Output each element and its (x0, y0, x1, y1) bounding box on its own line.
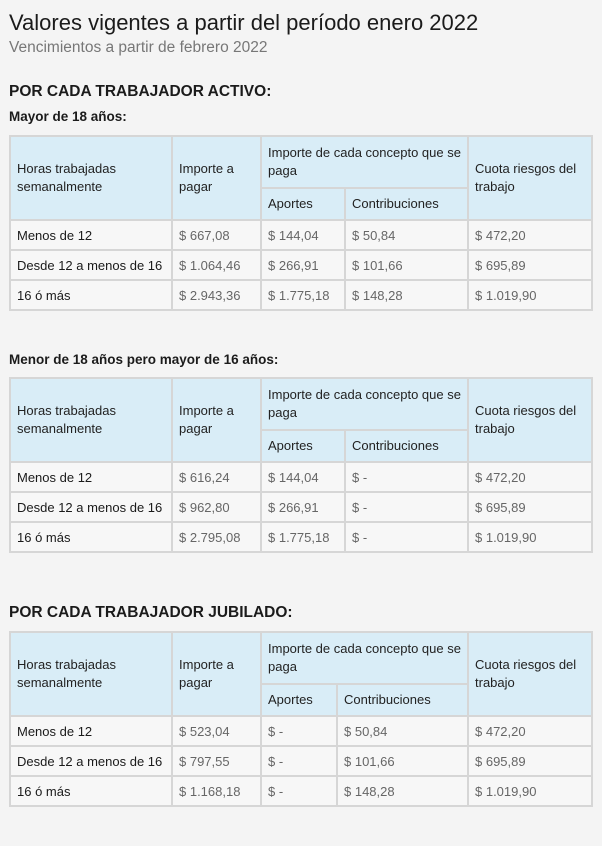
cell-contribuciones: $ - (345, 492, 468, 522)
cell-cuota: $ 1.019,90 (468, 522, 592, 552)
table-row (10, 280, 592, 310)
cell-importe: $ 797,55 (172, 746, 261, 776)
cell-aportes: $ 144,04 (261, 462, 345, 492)
table-row (10, 462, 592, 492)
section-title-jubilado: POR CADA TRABAJADOR JUBILADO: (9, 604, 293, 621)
header-contribuciones: Contribuciones (345, 188, 468, 220)
cell-horas: 16 ó más (10, 776, 172, 806)
cell-aportes: $ - (261, 746, 337, 776)
cell-importe: $ 962,80 (172, 492, 261, 522)
table-row (10, 492, 592, 522)
header-importe: Importe a pagar (172, 378, 261, 462)
cell-horas: Menos de 12 (10, 716, 172, 746)
cell-importe: $ 2.795,08 (172, 522, 261, 552)
table-activo-menor-18 (9, 377, 593, 553)
header-horas: Horas trabajadas semanalmente (10, 136, 172, 220)
cell-contribuciones: $ 101,66 (337, 746, 468, 776)
page-subtitle: Vencimientos a partir de febrero 2022 (9, 39, 268, 56)
page-title: Valores vigentes a partir del período enero 2022 (9, 10, 479, 35)
cell-aportes: $ 266,91 (261, 492, 345, 522)
cell-contribuciones: $ 148,28 (345, 280, 468, 310)
cell-importe: $ 523,04 (172, 716, 261, 746)
cell-cuota: $ 1.019,90 (468, 280, 592, 310)
cell-cuota: $ 695,89 (468, 492, 592, 522)
cell-cuota: $ 695,89 (468, 250, 592, 280)
cell-horas: Menos de 12 (10, 220, 172, 250)
header-cuota: Cuota riesgos del trabajo (468, 632, 592, 716)
cell-importe: $ 2.943,36 (172, 280, 261, 310)
header-aportes: Aportes (261, 188, 345, 220)
cell-importe: $ 1.064,46 (172, 250, 261, 280)
cell-importe: $ 1.168,18 (172, 776, 261, 806)
table-row (10, 716, 592, 746)
cell-importe: $ 616,24 (172, 462, 261, 492)
cell-horas: 16 ó más (10, 522, 172, 552)
header-grupo: Importe de cada concepto que se paga (261, 378, 468, 430)
cell-contribuciones: $ 148,28 (337, 776, 468, 806)
header-cuota: Cuota riesgos del trabajo (468, 136, 592, 220)
section-subtitle-menor-18: Menor de 18 años pero mayor de 16 años: (9, 352, 279, 367)
cell-cuota: $ 472,20 (468, 716, 592, 746)
cell-aportes: $ 266,91 (261, 250, 345, 280)
cell-cuota: $ 472,20 (468, 220, 592, 250)
cell-importe: $ 667,08 (172, 220, 261, 250)
table-row (10, 776, 592, 806)
header-contribuciones: Contribuciones (337, 684, 468, 716)
cell-aportes: $ 144,04 (261, 220, 345, 250)
section-subtitle-mayor-18: Mayor de 18 años: (9, 109, 127, 124)
header-cuota: Cuota riesgos del trabajo (468, 378, 592, 462)
header-grupo: Importe de cada concepto que se paga (261, 136, 468, 188)
header-horas: Horas trabajadas semanalmente (10, 378, 172, 462)
table-row (10, 746, 592, 776)
header-aportes: Aportes (261, 684, 337, 716)
cell-horas: Desde 12 a menos de 16 (10, 492, 172, 522)
table-row (10, 250, 592, 280)
table-row (10, 220, 592, 250)
cell-cuota: $ 695,89 (468, 746, 592, 776)
header-horas: Horas trabajadas semanalmente (10, 632, 172, 716)
header-aportes: Aportes (261, 430, 345, 462)
cell-cuota: $ 1.019,90 (468, 776, 592, 806)
header-grupo: Importe de cada concepto que se paga (261, 632, 468, 684)
cell-contribuciones: $ 50,84 (337, 716, 468, 746)
cell-contribuciones: $ - (345, 522, 468, 552)
cell-aportes: $ - (261, 716, 337, 746)
header-contribuciones: Contribuciones (345, 430, 468, 462)
cell-horas: Desde 12 a menos de 16 (10, 746, 172, 776)
cell-contribuciones: $ - (345, 462, 468, 492)
cell-horas: 16 ó más (10, 280, 172, 310)
cell-aportes: $ 1.775,18 (261, 280, 345, 310)
cell-contribuciones: $ 50,84 (345, 220, 468, 250)
cell-aportes: $ - (261, 776, 337, 806)
cell-cuota: $ 472,20 (468, 462, 592, 492)
section-title-activo: POR CADA TRABAJADOR ACTIVO: (9, 83, 272, 100)
cell-horas: Menos de 12 (10, 462, 172, 492)
table-activo-mayor-18 (9, 135, 593, 311)
cell-aportes: $ 1.775,18 (261, 522, 345, 552)
cell-contribuciones: $ 101,66 (345, 250, 468, 280)
header-importe: Importe a pagar (172, 136, 261, 220)
header-importe: Importe a pagar (172, 632, 261, 716)
table-jubilado (9, 631, 593, 807)
table-row (10, 522, 592, 552)
cell-horas: Desde 12 a menos de 16 (10, 250, 172, 280)
